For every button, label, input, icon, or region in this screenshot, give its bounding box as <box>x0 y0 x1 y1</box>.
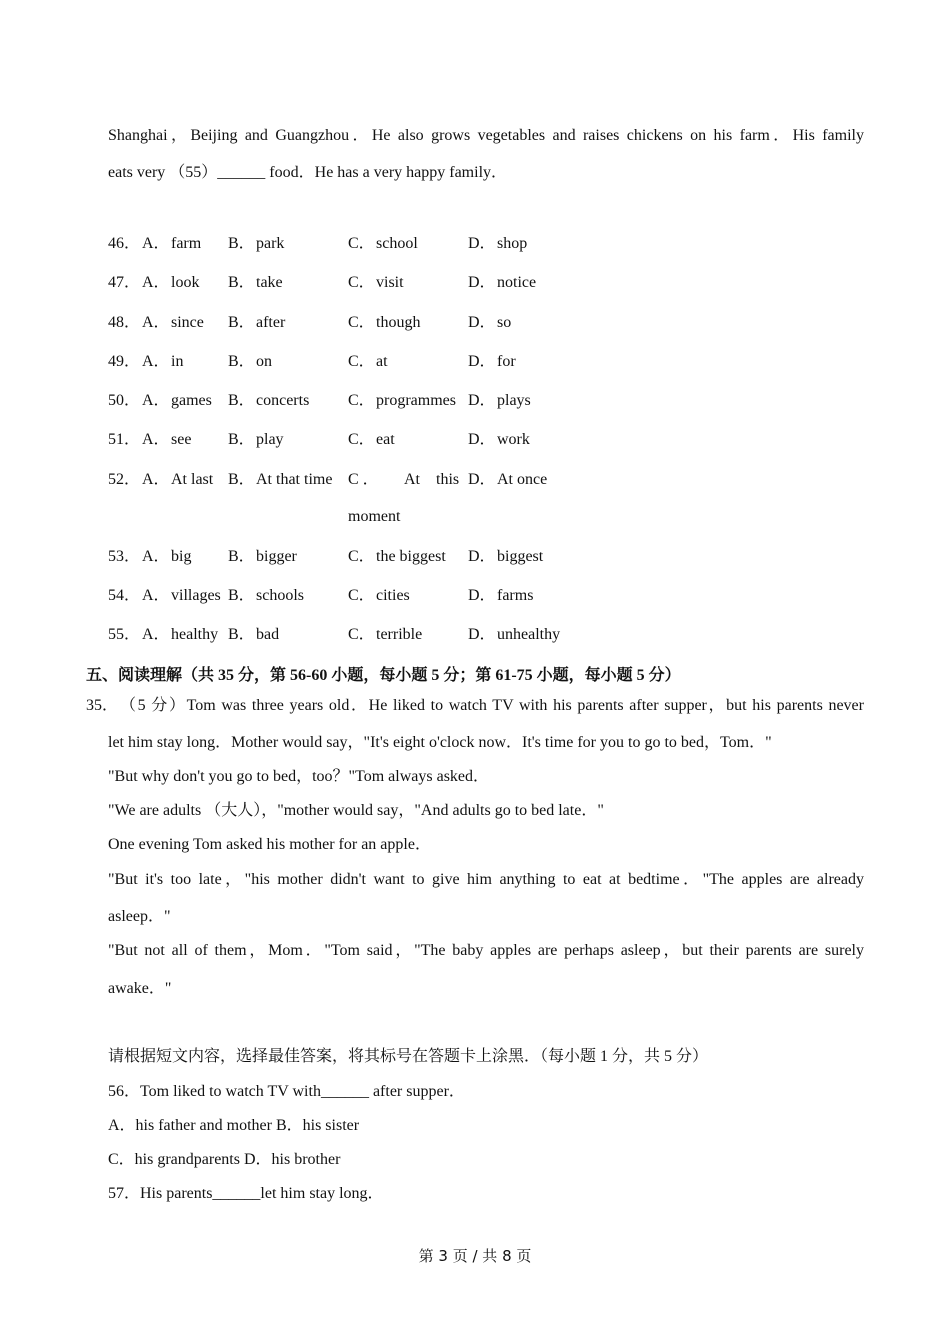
option-c: though <box>376 314 421 331</box>
option-a: big <box>171 548 192 565</box>
section-heading: 五、阅读理解（共 35 分，第 56-60 小题，每小题 5 分；第 61-75 小题，每小题 5 分） <box>86 667 681 684</box>
option-a: in <box>171 353 184 370</box>
option-a: At last <box>171 471 214 488</box>
reading-line-7: asleep．" <box>108 908 171 925</box>
option-B: B． <box>228 353 255 370</box>
option-A: A． <box>142 314 170 331</box>
option-num: 54． <box>108 587 141 604</box>
option-D: D． <box>468 587 496 604</box>
option-D: D． <box>468 274 496 291</box>
page-footer: 第 3 页 / 共 8 页 <box>418 1247 532 1265</box>
reading-line-4: "We are adults （大人），"mother would say，"And adults go to bed late．" <box>108 802 604 819</box>
option-B: B． <box>228 431 255 448</box>
option-d: unhealthy <box>497 626 561 643</box>
option-a: farm <box>171 235 202 252</box>
reading-line-3: "But why don't you go to bed，too？"Tom always asked． <box>108 768 490 785</box>
reading-line-8: "But not all of them，Mom．"Tom said，"The baby apples are perhaps asleep，but their parents are surely <box>108 942 864 959</box>
reading-question-number: 35． <box>86 697 119 714</box>
option-B: B． <box>228 314 255 331</box>
option-c: programmes <box>376 392 456 409</box>
option-D: D． <box>468 314 496 331</box>
option-num: 46． <box>108 235 141 252</box>
option-D: D． <box>468 548 496 565</box>
option-d: so <box>497 314 512 331</box>
option-d: work <box>497 431 530 448</box>
q56-options-ab: A．his father and mother B．his sister <box>108 1117 360 1134</box>
option-C: C． <box>348 353 375 370</box>
option-num: 47． <box>108 274 141 291</box>
option-A: A． <box>142 626 170 643</box>
option-D: D． <box>468 353 496 370</box>
option-b: At that time <box>256 471 333 488</box>
reading-line-9: awake．" <box>108 980 172 997</box>
option-a: games <box>171 392 212 409</box>
option-b: schools <box>256 587 304 604</box>
option-num: 55． <box>108 626 141 643</box>
option-d: shop <box>497 235 528 252</box>
option-c: at <box>376 353 388 370</box>
option-A: A． <box>142 548 170 565</box>
option-B: B． <box>228 471 255 488</box>
option-D: D． <box>468 626 496 643</box>
option-d: plays <box>497 392 531 409</box>
option-c: cities <box>376 587 410 604</box>
option-A: A． <box>142 392 170 409</box>
option-d: farms <box>497 587 534 604</box>
reading-line-2: let him stay long．Mother would say，"It's eight o'clock now．It's time for you to go to bed，Tom．" <box>108 734 772 751</box>
option-c: the biggest <box>376 548 446 565</box>
passage-line-1: Shanghai，Beijing and Guangzhou．He also grows vegetables and raises chickens on his farm．His family <box>108 127 864 144</box>
option-C: C ． <box>348 471 379 488</box>
option-a: look <box>171 274 200 291</box>
option-D: D． <box>468 471 496 488</box>
option-B: B． <box>228 626 255 643</box>
option-C: C． <box>348 626 375 643</box>
option-B: B． <box>228 274 255 291</box>
q56-stem: 56．Tom liked to watch TV with______ after supper． <box>108 1083 465 1100</box>
option-b: after <box>256 314 286 331</box>
option-C: C． <box>348 392 375 409</box>
reading-line-5: One evening Tom asked his mother for an apple． <box>108 836 431 853</box>
option-num: 52． <box>108 471 141 488</box>
option-b: concerts <box>256 392 310 409</box>
option-A: A． <box>142 431 170 448</box>
option-C: C． <box>348 314 375 331</box>
option-c: visit <box>376 274 404 291</box>
option-B: B． <box>228 548 255 565</box>
reading-line-1: （5 分）Tom was three years old．He liked to watch TV with his parents after supper，but his parents never <box>120 697 864 714</box>
option-d: biggest <box>497 548 544 565</box>
option-a: since <box>171 314 204 331</box>
option-a: see <box>171 431 192 448</box>
option-b: take <box>256 274 283 291</box>
option-C: C． <box>348 274 375 291</box>
option-b: on <box>256 353 272 370</box>
option-c: school <box>376 235 418 252</box>
option-b: bigger <box>256 548 297 565</box>
option-a: villages <box>171 587 221 604</box>
option-num: 51． <box>108 431 141 448</box>
option-B: B． <box>228 235 255 252</box>
option-D: D． <box>468 431 496 448</box>
option-num: 49． <box>108 353 141 370</box>
instructions: 请根据短文内容，选择最佳答案，将其标号在答题卡上涂黑．（每小题 1 分，共 5 分） <box>108 1048 709 1065</box>
option-num: 50． <box>108 392 141 409</box>
option-C: C． <box>348 235 375 252</box>
option-c: At this <box>404 471 460 488</box>
q57-stem: 57．His parents______let him stay long． <box>108 1185 384 1202</box>
option-c: eat <box>376 431 395 448</box>
option-A: A． <box>142 353 170 370</box>
option-D: D． <box>468 392 496 409</box>
option-B: B． <box>228 392 255 409</box>
option-a: healthy <box>171 626 219 643</box>
option-A: A． <box>142 471 170 488</box>
option-C: C． <box>348 431 375 448</box>
option-d: At once <box>497 471 548 488</box>
option-d: notice <box>497 274 537 291</box>
option-C: C． <box>348 587 375 604</box>
option-A: A． <box>142 274 170 291</box>
option-d: for <box>497 353 516 370</box>
option-c: terrible <box>376 626 423 643</box>
passage-line-2: eats very （55）______ food．He has a very happy family． <box>108 164 508 181</box>
reading-line-6: "But it's too late，"his mother didn't want to give him anything to eat at bedtime．"The apples are already <box>108 871 865 888</box>
option-c-continued: moment <box>348 508 401 525</box>
option-b: park <box>256 235 285 252</box>
q56-options-cd: C．his grandparents D．his brother <box>108 1151 341 1168</box>
option-num: 53． <box>108 548 141 565</box>
option-B: B． <box>228 587 255 604</box>
option-D: D． <box>468 235 496 252</box>
option-A: A． <box>142 235 170 252</box>
option-b: play <box>256 431 284 448</box>
option-num: 48． <box>108 314 141 331</box>
option-C: C． <box>348 548 375 565</box>
option-A: A． <box>142 587 170 604</box>
option-b: bad <box>256 626 280 643</box>
